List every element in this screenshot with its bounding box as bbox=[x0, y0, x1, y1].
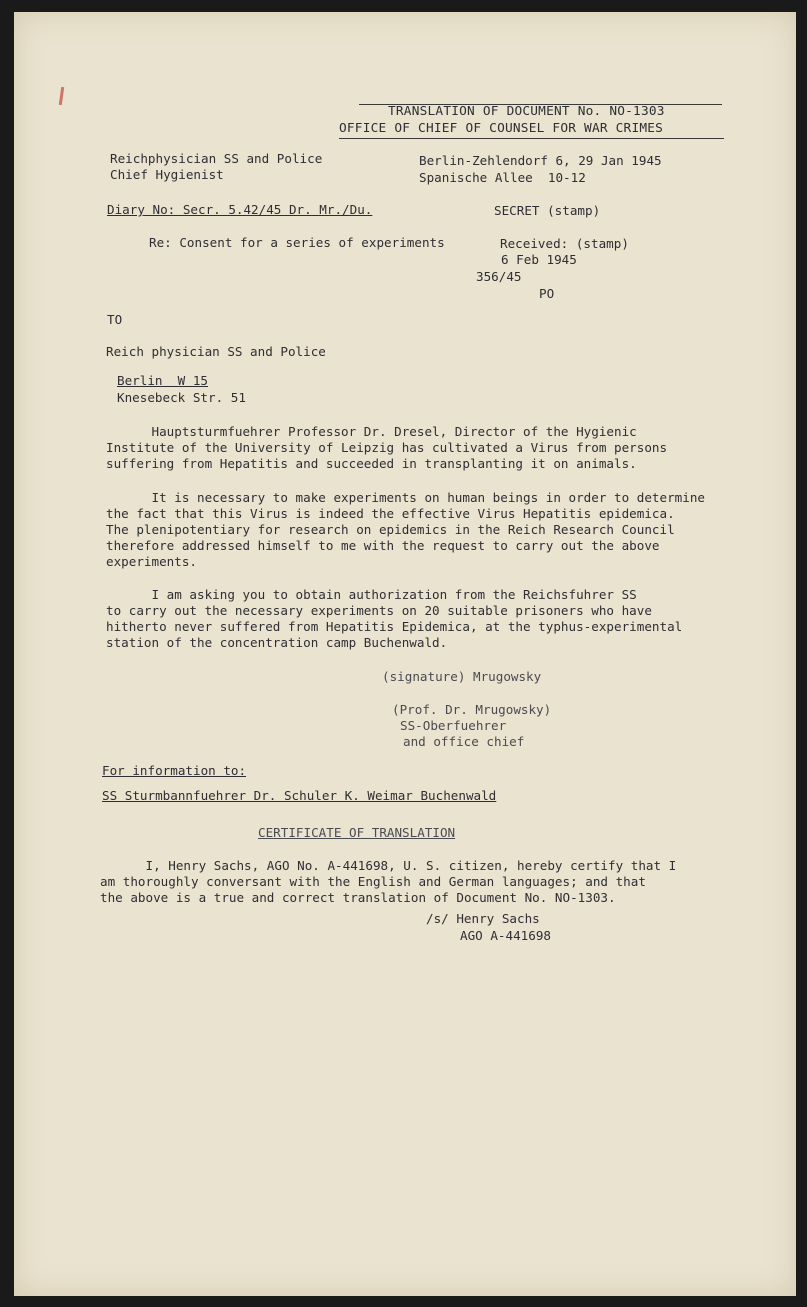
received-line-2: 6 Feb 1945 bbox=[501, 252, 577, 267]
paragraph-1-line: Hauptsturmfuehrer Professor Dr. Dresel, Director of the Hygienic bbox=[106, 424, 637, 439]
header-office: OFFICE OF CHIEF OF COUNSEL FOR WAR CRIMES bbox=[339, 121, 664, 136]
info-line-2: SS Sturmbannfuehrer Dr. Schuler K. Weimar Buchenwald bbox=[102, 788, 497, 803]
received-line-1: Received: (stamp) bbox=[500, 236, 629, 251]
to-label: TO bbox=[107, 312, 123, 327]
secret-stamp: SECRET (stamp) bbox=[494, 203, 601, 218]
paragraph-2-line: the fact that this Virus is indeed the effective Virus Hepatitis epidemica. bbox=[106, 506, 675, 521]
paragraph-1-line: suffering from Hepatitis and succeeded in transplanting it on animals. bbox=[106, 456, 637, 471]
addressee-line-3: Knesebeck Str. 51 bbox=[117, 390, 246, 405]
signature-line-2: (Prof. Dr. Mrugowsky) bbox=[392, 702, 552, 717]
header-rule-bottom bbox=[339, 138, 724, 139]
paragraph-3-line: I am asking you to obtain authorization from the Reichsfuhrer SS bbox=[106, 587, 637, 602]
info-line-1: For information to: bbox=[102, 763, 247, 778]
paragraph-1 bbox=[106, 424, 726, 472]
sender-line-1: Reichphysician SS and Police bbox=[110, 151, 323, 166]
subject-line: Re: Consent for a series of experiments bbox=[149, 235, 445, 250]
paragraph-2 bbox=[106, 490, 726, 570]
certificate-signature: /s/ Henry Sachs bbox=[426, 911, 540, 926]
paragraph-3-line: to carry out the necessary experiments on 20 suitable prisoners who have bbox=[106, 603, 652, 618]
place-date-line-2: Spanische Allee 10-12 bbox=[419, 170, 586, 185]
signature-line-1: (signature) Mrugowsky bbox=[382, 669, 542, 684]
certificate-title: CERTIFICATE OF TRANSLATION bbox=[258, 825, 456, 840]
signature-line-4: and office chief bbox=[403, 734, 525, 749]
place-date-line-1: Berlin-Zehlendorf 6, 29 Jan 1945 bbox=[419, 153, 662, 168]
addressee-line-2: Berlin W 15 bbox=[117, 373, 208, 388]
received-line-4: PO bbox=[539, 286, 555, 301]
document-page bbox=[14, 12, 796, 1296]
certificate-body bbox=[100, 858, 720, 906]
paragraph-2-line: The plenipotentiary for research on epidemics in the Reich Research Council bbox=[106, 522, 675, 537]
certificate-ago-number: AGO A-441698 bbox=[460, 928, 551, 943]
header-title: TRANSLATION OF DOCUMENT No. NO-1303 bbox=[388, 104, 665, 119]
diary-number: Diary No: Secr. 5.42/45 Dr. Mr./Du. bbox=[107, 202, 373, 217]
paragraph-2-line: therefore addressed himself to me with the request to carry out the above bbox=[106, 538, 660, 553]
certificate-line: I, Henry Sachs, AGO No. A-441698, U. S. citizen, hereby certify that I bbox=[100, 858, 677, 873]
paragraph-2-line: It is necessary to make experiments on human beings in order to determine bbox=[106, 490, 705, 505]
paragraph-3 bbox=[106, 587, 726, 651]
certificate-line: the above is a true and correct translation of Document No. NO-1303. bbox=[100, 890, 616, 905]
paragraph-3-line: hitherto never suffered from Hepatitis Epidemica, at the typhus-experimental bbox=[106, 619, 683, 634]
paragraph-1-line: Institute of the University of Leipzig has cultivated a Virus from persons bbox=[106, 440, 668, 455]
signature-line-3: SS-Oberfuehrer bbox=[400, 718, 507, 733]
received-line-3: 356/45 bbox=[476, 269, 522, 284]
certificate-line: am thoroughly conversant with the English and German languages; and that bbox=[100, 874, 646, 889]
addressee-line-1: Reich physician SS and Police bbox=[106, 344, 326, 359]
paragraph-2-line: experiments. bbox=[106, 554, 197, 569]
paragraph-3-line: station of the concentration camp Buchenwald. bbox=[106, 635, 448, 650]
sender-line-2: Chief Hygienist bbox=[110, 167, 224, 182]
red-pencil-mark bbox=[59, 87, 64, 105]
